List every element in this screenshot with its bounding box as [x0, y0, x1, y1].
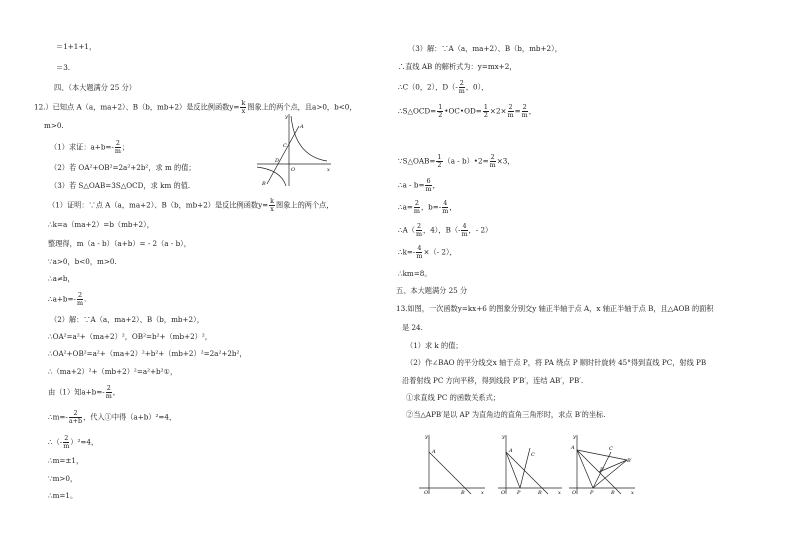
hyperbola-graph	[255, 112, 333, 188]
text-line: ∴k=a（ma+2）=b（mb+2），	[48, 220, 154, 229]
text-line: （2）作∠BAO 的平分线交x 轴于点 P，将 PA 绕点 P 顺时针旋转 45°得到直线 PC，射线 PB	[406, 358, 707, 367]
fraction: $\frac{2}{a+b}$	[68, 409, 83, 425]
problem-13-statement: 13.如图，一次函数y=kx+6 的图象分别交y 轴正半轴于点 A，x 轴正半轴于点 B，且△AOB 的面积	[396, 304, 714, 313]
text-line: ∴OA²=a²+（ma+2）²，OB²=b²+（mb+2）²，	[48, 332, 212, 341]
text-line: （2）解：∵A（a，ma+2）、B（b，mb+2），	[50, 315, 204, 324]
text-line: ∴a - b= $\frac{6}{m}$ ，	[398, 177, 440, 193]
label-p-prime: P′	[600, 467, 605, 473]
text-line: 沿着射线 PC 方向平移，得到线段 P′B′，连结 AB′，PB′.	[402, 376, 584, 385]
text-line: ∴m=±1，	[48, 456, 84, 465]
text-line: （1）证明：∵点 A（a，ma+2）、B（b，mb+2）是反比例函数y= $\frac{k}{x}$ 图象上的两个点，	[48, 197, 334, 213]
segment-ap	[506, 452, 520, 488]
label-o: O	[424, 490, 429, 496]
label-a: A	[571, 445, 575, 451]
text-line: 是 24.	[402, 323, 423, 332]
label-y: y	[502, 434, 505, 440]
label-a: A	[300, 124, 304, 130]
label-d: D	[275, 158, 280, 164]
segment-ab2	[577, 450, 627, 460]
text-line: （3）解：∵A（a，ma+2）、B（b，mb+2），	[408, 44, 562, 53]
text-line: ＝3.	[56, 63, 71, 72]
text-line: ∴m=- $\frac{2}{a+b}$ ，代入①中得（a+b）²=4，	[48, 409, 177, 425]
text-line: ∴km=8。	[398, 269, 432, 278]
label-p: P	[517, 490, 521, 496]
text-line: ∴直线 AB 的解析式为：y=mx+2，	[398, 62, 517, 71]
label-a: A	[509, 448, 513, 454]
hyperbola-branch-right	[291, 116, 327, 161]
fraction: $\frac{2}{m}$	[76, 291, 83, 307]
text-line: （2）若 OA²+OB²=2a²+2b²，求 m 的值；	[50, 163, 196, 172]
label-x: x	[631, 490, 634, 496]
text-line: （3）若 S△OAB=3S△OCD，求 km 的值.	[50, 181, 191, 190]
label-b: B	[538, 490, 542, 496]
label-y: y	[573, 434, 576, 440]
text-line: ∴A（ $\frac{2}{m}$ ，4），B（- $\frac{4}{m}$ ，- 2）	[398, 222, 493, 238]
fraction: $\frac{k}{x}$	[241, 99, 246, 115]
problem-12-statement: 12.）已知点 A（a，ma+2）、B（b，mb+2）是反比例函数y= $\frac{k}{x}$ 图象上的两个点，且a>0，b<0，	[34, 99, 357, 115]
text-line: m>0.	[44, 121, 64, 130]
line-ab	[267, 126, 299, 184]
text-line: ∴a≠b，	[48, 274, 75, 283]
segment-pb2	[593, 460, 627, 488]
fraction: $\frac{k}{x}$	[270, 197, 275, 213]
text-line: ∴（- $\frac{2}{m}$ ）²=4，	[48, 434, 99, 450]
label-o: O	[572, 490, 577, 496]
text-line: ∴OA²+OB²=a²+（ma+2）²+b²+（mb+2）²=2a²+2b²，	[48, 349, 247, 358]
text-line: ①求直线 PC 的函数关系式；	[406, 393, 500, 402]
figure-2	[496, 432, 566, 498]
text-line: 整理得，m（a - b）（a+b）= - 2（a - b），	[48, 239, 191, 248]
label-b: B	[262, 181, 266, 187]
label-o: O	[291, 167, 296, 173]
label-y: y	[285, 114, 288, 120]
label-x: x	[558, 490, 561, 496]
label-x: x	[327, 167, 330, 173]
label-x: x	[481, 490, 484, 496]
text-line: ∵a>0，b<0，m>0.	[48, 257, 117, 266]
text-line: ∴C（0，2），D（- $\frac{2}{m}$ ，0），	[398, 79, 489, 95]
text-line: ∵m>0，	[48, 474, 78, 483]
label-a: A	[432, 449, 436, 455]
figure-3	[567, 432, 639, 498]
fraction: $\frac{2}{m}$	[114, 139, 121, 155]
label-b-prime: B′	[627, 458, 632, 464]
label-c: C	[531, 452, 535, 458]
label-c: C	[609, 446, 613, 452]
section-heading: 五、本大题满分 25 分	[396, 286, 468, 295]
fraction: $\frac{2}{m}$	[63, 434, 70, 450]
label-b: B	[611, 490, 615, 496]
fraction: $\frac{2}{m}$	[105, 384, 112, 400]
text-line: （1）求证：a+b=- $\frac{2}{m}$ ；	[50, 139, 130, 155]
segment-ap	[577, 450, 593, 488]
section-heading: 四、（本大题满分 25 分）	[54, 83, 136, 92]
text-line: ＝1+1+1，	[56, 42, 97, 51]
label-b: B	[461, 490, 465, 496]
text-line: ∴m=1。	[48, 491, 78, 500]
fraction: $\frac{2}{m}$	[458, 79, 465, 95]
label-p: P	[590, 490, 594, 496]
text-line: ∴（ma+2）²+（mb+2）²=a²+b²①，	[48, 367, 178, 376]
text-line: （1）求 k 的值；	[406, 341, 463, 350]
label-y: y	[425, 434, 428, 440]
text-line: ∴k=- $\frac{4}{m}$ ×（- 2），	[398, 244, 457, 260]
text-line: ②当△APB′是以 AP 为直角边的直角三角形时，求点 B′的坐标.	[406, 410, 606, 419]
text-line: ∵S△OAB= $\frac{1}{2}$ （a - b）•2= $\frac{2}{m}$ ×3，	[398, 153, 515, 169]
text-line: ∴a+b=- $\frac{2}{m}$ .	[48, 291, 87, 307]
label-o: O	[501, 490, 506, 496]
figure-1	[415, 432, 489, 498]
text-line: 由（1）知a+b=- $\frac{2}{m}$ ，	[48, 384, 120, 400]
ray-pc	[520, 448, 530, 488]
text-line: ∴S△OCD= $\frac{1}{2}$ •OC•OD= $\frac{1}{2}$ ×2× $\frac{2}{m}$ = $\frac{2}{m}$ ，	[398, 103, 536, 119]
text-line: ∴a= $\frac{2}{m}$ ，b=- $\frac{4}{m}$ ，	[398, 199, 457, 215]
label-c: C	[283, 143, 287, 149]
